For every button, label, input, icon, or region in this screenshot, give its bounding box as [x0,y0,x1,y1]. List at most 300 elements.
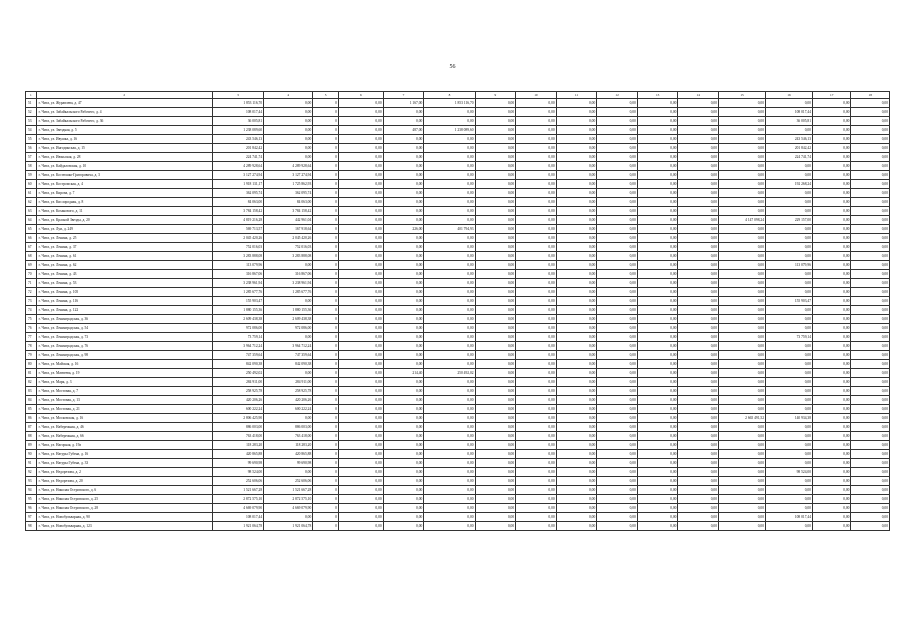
value-cell: 0,00 [424,144,475,153]
value-cell: 0,00 [424,342,475,351]
value-cell: 1 725 862,93 [264,180,313,189]
value-cell: 2 045 420,26 [212,234,263,243]
value-cell: 0,00 [475,225,516,234]
value-cell: 0,00 [516,306,557,315]
row-number: 59 [26,171,37,180]
value-cell: 0,00 [383,423,424,432]
value-cell: 0,00 [338,378,383,387]
column-number: 13 [637,92,678,99]
value-cell: 0,00 [383,144,424,153]
value-cell: 0,00 [812,162,850,171]
value-cell: 0,00 [719,288,766,297]
value-cell: 0,00 [678,216,719,225]
value-cell: 0,00 [597,459,638,468]
value-cell: 0,00 [516,171,557,180]
value-cell: 243 546,13 [212,135,263,144]
address-cell: г. Чита, ул. Московская, д. 16 [36,414,212,423]
value-cell: 0,00 [516,117,557,126]
value-cell: 0,00 [556,324,597,333]
value-cell: 0,00 [556,450,597,459]
value-cell: 0,00 [597,414,638,423]
value-cell: 0,00 [678,117,719,126]
value-cell: 2 872 575,10 [212,495,263,504]
value-cell: 0,00 [766,522,813,531]
value-cell: 0,00 [678,378,719,387]
value-cell: 0,00 [264,414,313,423]
value-cell: 0,00 [812,144,850,153]
value-cell: 0,00 [516,324,557,333]
value-cell: 0,00 [597,243,638,252]
value-cell: 0,00 [719,324,766,333]
value-cell: 0 [313,225,339,234]
value-cell: 0,00 [851,162,890,171]
value-cell: 0,00 [678,360,719,369]
value-cell: 0,00 [383,108,424,117]
value-cell: 0,00 [678,324,719,333]
value-cell: 0,00 [766,441,813,450]
address-cell: г. Чита, ул. Журавлева, д. 47 [36,99,212,108]
value-cell: 0,00 [264,99,313,108]
value-cell: 0,00 [556,243,597,252]
value-cell: 0,00 [424,117,475,126]
value-cell: 0,00 [424,306,475,315]
value-cell: 0,00 [678,432,719,441]
value-cell: 0,00 [637,144,678,153]
value-cell: 0,00 [338,144,383,153]
row-number: 51 [26,99,37,108]
value-cell: 0,00 [597,324,638,333]
address-cell: г. Чита, ул. Мостовая, д. 21 [36,405,212,414]
value-cell: 0,00 [475,270,516,279]
value-cell: 0,00 [556,162,597,171]
value-cell: 0,00 [812,171,850,180]
table-row [26,189,890,198]
value-cell: 0,00 [383,252,424,261]
value-cell: 0,00 [812,459,850,468]
address-cell: г. Чита, ул. Ленина, д. 105 [36,288,212,297]
value-cell: 0,00 [766,270,813,279]
value-cell: 0,00 [851,351,890,360]
table-row [26,117,890,126]
table-row [26,495,890,504]
value-cell: 0,00 [719,495,766,504]
value-cell: 0,00 [516,234,557,243]
value-cell: 0,00 [424,261,475,270]
value-cell: 0,00 [424,486,475,495]
address-cell: г. Чита, ул. Мостовая, д. 7 [36,387,212,396]
value-cell: 0,00 [678,396,719,405]
value-cell: 0,00 [556,126,597,135]
value-cell: 4 289 928,64 [212,162,263,171]
value-cell: 0,00 [637,423,678,432]
value-cell: 0,00 [597,126,638,135]
value-cell: 0,00 [475,378,516,387]
value-cell: 0,00 [678,198,719,207]
value-cell: 0,00 [597,477,638,486]
value-cell: 0,00 [597,162,638,171]
table-row [26,153,890,162]
value-cell: 0,00 [719,144,766,153]
value-cell: 0,00 [812,486,850,495]
value-cell: 0,00 [424,333,475,342]
value-cell: 0,00 [719,513,766,522]
row-number: 72 [26,288,37,297]
value-cell: 0,00 [475,441,516,450]
value-cell: 0 [313,513,339,522]
table-row [26,504,890,513]
value-cell: 0,00 [851,477,890,486]
value-cell: 118 283,20 [212,441,263,450]
value-cell: 0,00 [516,495,557,504]
value-cell: 0,00 [719,522,766,531]
value-cell: 0,00 [516,522,557,531]
address-cell: г. Чита, ул. Забайкальского Рабочего, д. 4 [36,108,212,117]
value-cell: 0,00 [338,252,383,261]
value-cell: 0,00 [678,234,719,243]
value-cell: 3 964 712,24 [264,342,313,351]
row-number: 98 [26,522,37,531]
value-cell: 252 606,06 [212,477,263,486]
value-cell: 0,00 [637,189,678,198]
value-cell: 0,00 [516,108,557,117]
value-cell: 0,00 [516,333,557,342]
value-cell: 284 911,00 [264,378,313,387]
value-cell: 0,00 [678,351,719,360]
value-cell: 0,00 [475,486,516,495]
value-cell: 0,00 [597,198,638,207]
value-cell: 0,00 [597,171,638,180]
table-row [26,324,890,333]
value-cell: 0 [313,369,339,378]
row-number: 55 [26,135,37,144]
value-cell: 0,00 [812,378,850,387]
row-number: 79 [26,351,37,360]
value-cell: 0,00 [338,297,383,306]
value-cell: 0,00 [597,315,638,324]
value-cell: 0,00 [812,324,850,333]
value-cell: 0,00 [637,468,678,477]
value-cell: 0,00 [475,342,516,351]
row-number: 71 [26,279,37,288]
value-cell: 0,00 [678,126,719,135]
value-cell: 0,00 [766,207,813,216]
value-cell: 0,00 [637,216,678,225]
table-row [26,459,890,468]
value-cell: 0,00 [766,378,813,387]
value-cell: 36 005,81 [212,117,263,126]
value-cell: 0 [313,207,339,216]
value-cell: 0 [313,432,339,441]
address-cell: г. Чита, ул. Костромская, д. 4 [36,180,212,189]
value-cell: 0,00 [719,378,766,387]
value-cell: 0,00 [338,522,383,531]
value-cell: 569 713,57 [212,225,263,234]
value-cell: 0,00 [637,477,678,486]
value-cell: 201 842,42 [766,144,813,153]
value-cell: 0,00 [719,432,766,441]
value-cell: 0,00 [597,306,638,315]
value-cell: 0,00 [678,207,719,216]
value-cell: 250 492,02 [424,369,475,378]
column-number: 17 [812,92,850,99]
value-cell: 0,00 [383,351,424,360]
value-cell: 0,00 [719,162,766,171]
table-row [26,423,890,432]
value-cell: 0,00 [678,459,719,468]
column-number: 14 [678,92,719,99]
table-row [26,126,890,135]
value-cell: 0,00 [475,117,516,126]
value-cell: 0,00 [719,486,766,495]
value-cell: 0,00 [851,405,890,414]
value-cell: 0,00 [851,279,890,288]
value-cell: 0,00 [597,297,638,306]
table-row [26,369,890,378]
value-cell: 0,00 [812,369,850,378]
value-cell: 0,00 [424,423,475,432]
value-cell: 108 017,44 [766,108,813,117]
value-cell: 73 759,14 [766,333,813,342]
value-cell: 0,00 [338,270,383,279]
value-cell: 0,00 [424,207,475,216]
value-cell: 0,00 [338,108,383,117]
value-cell: 4 669 079,90 [264,504,313,513]
address-cell: г. Чита, ул. Ленина, д. 53 [36,279,212,288]
value-cell: 284 911,00 [212,378,263,387]
value-cell: 0,00 [766,126,813,135]
value-cell: 0,00 [719,405,766,414]
value-cell: 98 524,00 [212,468,263,477]
value-cell: 0,00 [475,360,516,369]
value-cell: 0,00 [766,423,813,432]
value-cell: 0,00 [678,171,719,180]
value-cell: 0,00 [338,180,383,189]
value-cell: 0,00 [678,270,719,279]
value-cell: 0,00 [812,153,850,162]
value-cell: 0,00 [719,99,766,108]
value-cell: 155 903,47 [212,297,263,306]
value-cell: 0,00 [424,459,475,468]
value-cell: 0,00 [812,234,850,243]
value-cell: 0,00 [719,351,766,360]
value-cell: 0,00 [424,432,475,441]
value-cell: 0,00 [851,495,890,504]
value-cell: 0,00 [338,486,383,495]
value-cell: 0,00 [851,324,890,333]
table-row [26,477,890,486]
value-cell: 0,00 [766,342,813,351]
value-cell: 0,00 [812,315,850,324]
value-cell: 0,00 [383,450,424,459]
value-cell: 0,00 [516,180,557,189]
row-number: 57 [26,153,37,162]
value-cell: 0,00 [637,513,678,522]
value-cell: 0,00 [812,513,850,522]
row-number: 74 [26,306,37,315]
value-cell: 0,00 [812,342,850,351]
row-number: 66 [26,234,37,243]
value-cell: 0,00 [678,315,719,324]
value-cell: 0,00 [475,405,516,414]
value-cell: 155 903,47 [766,297,813,306]
value-cell: 0,00 [516,477,557,486]
value-cell: 1 918 131,17 [212,180,263,189]
value-cell: 0 [313,324,339,333]
address-cell: г. Чита, ул. Забайкальского Рабочего, д. 36 [36,117,212,126]
value-cell: 0,00 [766,351,813,360]
value-cell: 0,00 [678,468,719,477]
value-cell: 0,00 [383,135,424,144]
value-cell: 0,00 [475,162,516,171]
value-cell: 0,00 [851,297,890,306]
column-number: 2 [36,92,212,99]
value-cell: 0,00 [516,351,557,360]
value-cell: 0,00 [637,270,678,279]
column-number: 6 [338,92,383,99]
value-cell: 0,00 [766,306,813,315]
value-cell: 0 [313,360,339,369]
value-cell: 0,00 [475,216,516,225]
value-cell: 316 867,06 [212,270,263,279]
value-cell: 0,00 [383,243,424,252]
value-cell: 0,00 [383,414,424,423]
value-cell: 0,00 [516,135,557,144]
value-cell: 0,00 [338,207,383,216]
address-cell: г. Чита, ул. Ленина, д. 62 [36,261,212,270]
value-cell: 0,00 [383,216,424,225]
value-cell: 0,00 [338,225,383,234]
value-cell: 0,00 [338,126,383,135]
value-cell: 0,00 [637,207,678,216]
value-cell: 0,00 [475,522,516,531]
value-cell: 0,00 [338,360,383,369]
value-cell: 0,00 [678,342,719,351]
value-cell: 0,00 [556,306,597,315]
value-cell: 0,00 [556,522,597,531]
value-cell: 0,00 [597,153,638,162]
value-cell: 0,00 [383,279,424,288]
value-cell: 420 206,26 [212,396,263,405]
value-cell: 0,00 [516,279,557,288]
value-cell: 0,00 [851,99,890,108]
value-cell: 0,00 [516,99,557,108]
value-cell: 0,00 [851,225,890,234]
table-row [26,396,890,405]
value-cell: 0,00 [812,216,850,225]
value-cell: 362 095,74 [212,189,263,198]
value-cell: 0,00 [556,333,597,342]
column-number: 8 [424,92,475,99]
value-cell: 0,00 [516,468,557,477]
address-cell: г. Чита, ул. Николая Островского, д. 25 [36,495,212,504]
value-cell: 4 819 216,28 [212,216,263,225]
value-cell: 0,00 [766,189,813,198]
value-cell: 0,00 [678,297,719,306]
value-cell: 0,00 [719,135,766,144]
value-cell: 0,00 [556,153,597,162]
table-row [26,414,890,423]
value-cell: 0,00 [812,414,850,423]
value-cell: 0 [313,108,339,117]
value-cell: 0,00 [338,369,383,378]
value-cell: 0,00 [338,351,383,360]
value-cell: 0,00 [812,405,850,414]
value-cell: 0,00 [424,297,475,306]
value-cell: 0,00 [719,252,766,261]
register-table [25,91,890,531]
value-cell: 0,00 [556,342,597,351]
value-cell: 0,00 [556,504,597,513]
value-cell: 0,00 [516,396,557,405]
value-cell: 0,00 [812,468,850,477]
value-cell: 0,00 [475,126,516,135]
value-cell: 0 [313,441,339,450]
value-cell: 0,00 [637,396,678,405]
value-cell: 0,00 [812,225,850,234]
value-cell: 0,00 [678,144,719,153]
value-cell: 0,00 [719,387,766,396]
value-cell: 0 [313,234,339,243]
value-cell: 1 167,00 [383,99,424,108]
value-cell: 0,00 [475,324,516,333]
value-cell: 0,00 [678,513,719,522]
table-row [26,198,890,207]
value-cell: 0,00 [338,441,383,450]
value-cell: 0,00 [597,495,638,504]
value-cell: 1 853 116,70 [424,99,475,108]
value-cell: 0,00 [516,144,557,153]
value-cell: 0,00 [424,162,475,171]
value-cell: 0,00 [851,468,890,477]
value-cell: 0,00 [338,117,383,126]
value-cell: 0,00 [766,504,813,513]
value-cell: 0,00 [851,306,890,315]
value-cell: 0,00 [719,126,766,135]
value-cell: 0 [313,468,339,477]
value-cell: 0,00 [383,180,424,189]
value-cell: 0,00 [637,324,678,333]
value-cell: 0,00 [383,522,424,531]
value-cell: 0,00 [637,171,678,180]
value-cell: 0,00 [851,117,890,126]
value-cell: 0,00 [475,171,516,180]
value-cell: 0,00 [424,270,475,279]
value-cell: 0,00 [597,513,638,522]
value-cell: 0 [313,153,339,162]
row-number: 85 [26,405,37,414]
value-cell: 224 741,74 [766,153,813,162]
value-cell: 0,00 [338,450,383,459]
value-cell: 0,00 [424,315,475,324]
address-cell: г. Чита, ул. Натуры Губена, д. 16 [36,450,212,459]
value-cell: 0,00 [719,477,766,486]
value-cell: 0,00 [475,504,516,513]
value-cell: 0 [313,378,339,387]
table-row [26,342,890,351]
value-cell: 0,00 [556,108,597,117]
value-cell: 0,00 [516,126,557,135]
table-row [26,306,890,315]
value-cell: 1 238 089,60 [424,126,475,135]
value-cell: 0,00 [851,342,890,351]
value-cell: 0,00 [812,117,850,126]
value-cell: 0,00 [516,387,557,396]
value-cell: 0,00 [719,153,766,162]
value-cell: 0,00 [719,459,766,468]
value-cell: 113 079,96 [766,261,813,270]
address-cell: г. Чита, ул. Набережная, д. 46 [36,423,212,432]
value-cell: 0,00 [424,153,475,162]
